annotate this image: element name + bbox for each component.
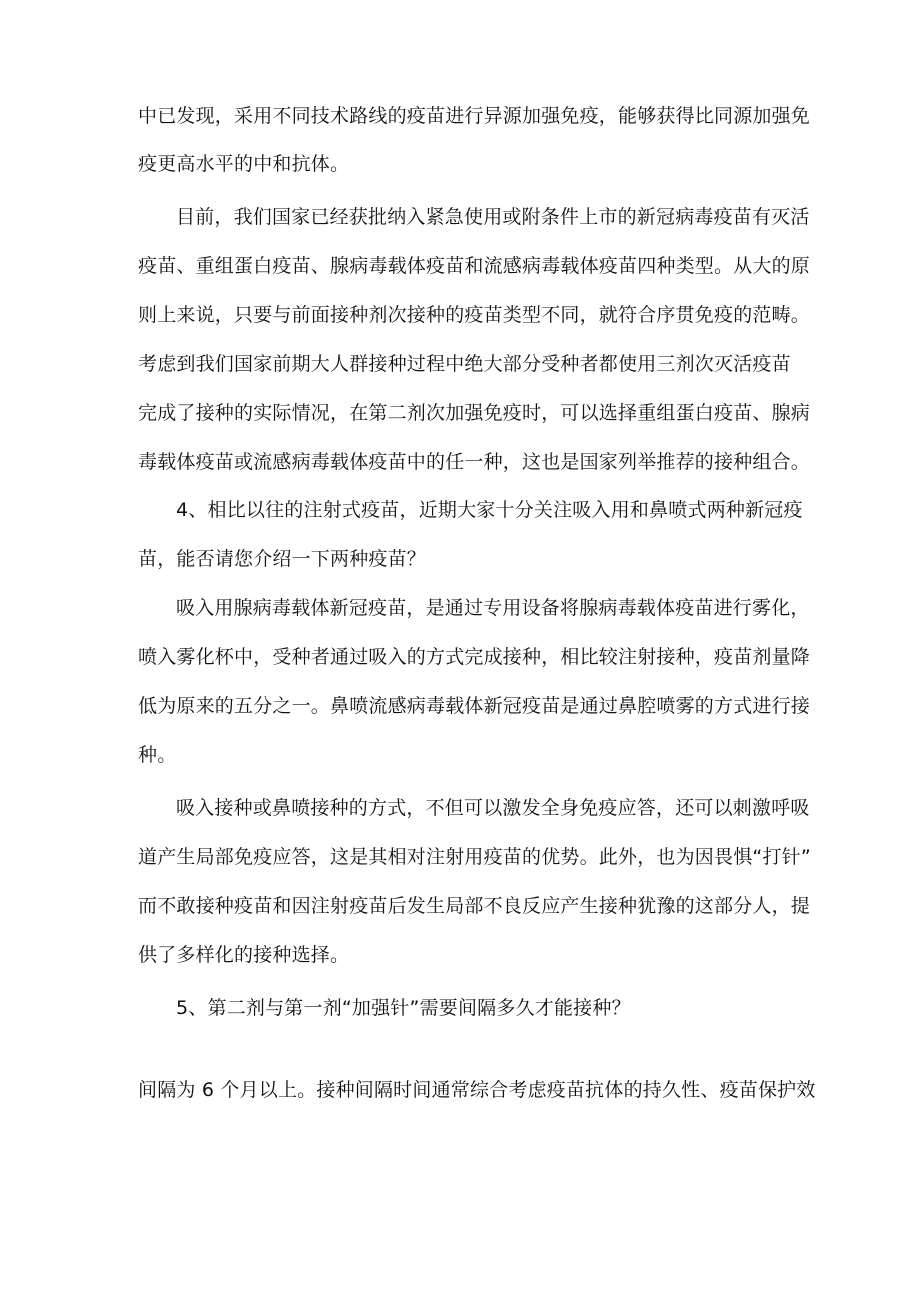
paragraph-start-line: 吸入用腺病毒载体新冠疫苗，是通过专用设备将腺病毒载体疫苗进行雾化， bbox=[176, 597, 810, 619]
text-line: 喷入雾化杯中，受种者通过吸入的方式完成接种，相比较注射接种，疫苗剂量降 bbox=[138, 646, 811, 668]
text-line: 间隔为 6 个月以上。接种间隔时间通常综合考虑疫苗抗体的持久性、疫苗保护效 bbox=[138, 1079, 816, 1101]
text-line: 低为原来的五分之一。鼻喷流感病毒载体新冠疫苗是通过鼻腔喷雾的方式进行接 bbox=[138, 695, 811, 717]
text-line: 道产生局部免疫应答，这是其相对注射用疫苗的优势。此外，也为因畏惧“打针” bbox=[138, 846, 811, 868]
text-line: 考虑到我们国家前期大人群接种过程中绝大部分受种者都使用三剂次灭活疫苗 bbox=[138, 353, 791, 375]
paragraph-start-line: 吸入接种或鼻喷接种的方式，不但可以激发全身免疫应答，还可以刺激呼吸 bbox=[176, 797, 810, 819]
text-line: 疫更高水平的中和抗体。 bbox=[138, 153, 350, 175]
question-heading: 5、第二剂与第一剂“加强针”需要间隔多久才能接种？ bbox=[176, 997, 631, 1019]
question-heading: 4、相比以往的注射式疫苗，近期大家十分关注吸入用和鼻喷式两种新冠疫 bbox=[176, 499, 803, 521]
text-line: 种。 bbox=[138, 744, 177, 766]
text-line: 则上来说，只要与前面接种剂次接种的疫苗类型不同，就符合序贯免疫的范畴。 bbox=[138, 304, 811, 326]
text-line: 中已发现，采用不同技术路线的疫苗进行异源加强免疫，能够获得比同源加强免 bbox=[138, 105, 811, 127]
paragraph-start-line: 目前，我们国家已经获批纳入紧急使用或附条件上市的新冠病毒疫苗有灭活 bbox=[176, 206, 810, 228]
text-line: 完成了接种的实际情况，在第二剂次加强免疫时，可以选择重组蛋白疫苗、腺病 bbox=[138, 402, 811, 424]
text-line: 供了多样化的接种选择。 bbox=[138, 944, 350, 966]
text-line: 苗，能否请您介绍一下两种疫苗？ bbox=[138, 548, 427, 570]
text-line: 疫苗、重组蛋白疫苗、腺病毒载体疫苗和流感病毒载体疫苗四种类型。从大的原 bbox=[138, 255, 811, 277]
text-line: 毒载体疫苗或流感病毒载体疫苗中的任一种，这也是国家列举推荐的接种组合。 bbox=[138, 451, 811, 473]
text-line: 而不敢接种疫苗和因注射疫苗后发生局部不良反应产生接种犹豫的这部分人，提 bbox=[138, 895, 811, 917]
